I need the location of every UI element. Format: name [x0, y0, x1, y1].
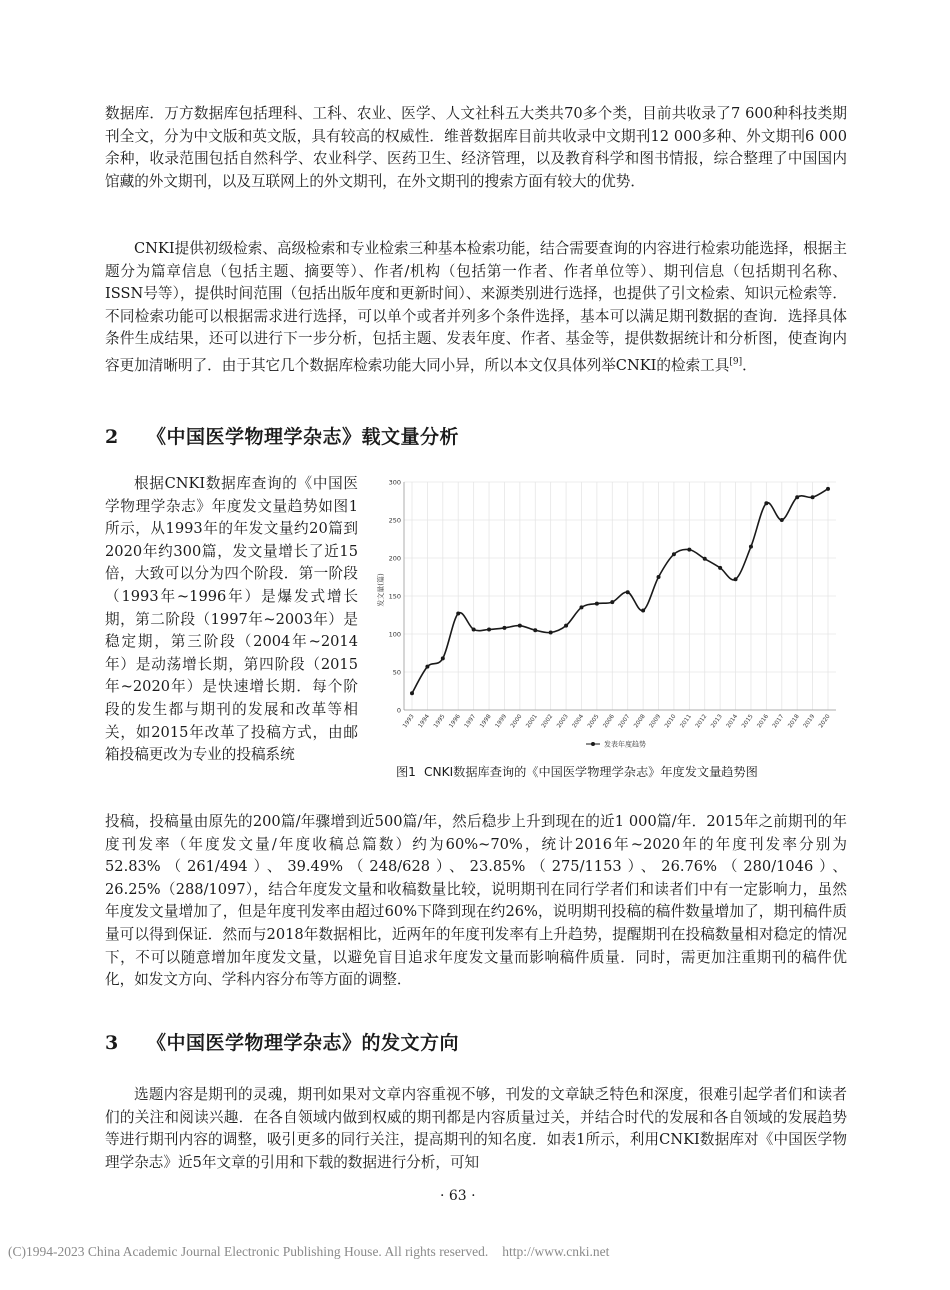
data-point [425, 665, 429, 669]
data-point [718, 566, 722, 570]
section-number: 3 [105, 1032, 119, 1054]
data-point [533, 628, 537, 632]
x-tick-label: 1994 [417, 713, 432, 730]
x-tick-label: 2011 [679, 713, 693, 730]
data-point [595, 602, 599, 606]
data-point [456, 611, 460, 615]
section-heading-2 [105, 422, 459, 449]
data-point [441, 656, 445, 660]
y-axis-label: 发文量(篇) [377, 573, 385, 607]
data-point [734, 577, 738, 581]
x-tick-label: 2014 [725, 713, 740, 730]
data-point [518, 624, 522, 628]
data-point [795, 495, 799, 499]
y-tick-label: 300 [388, 478, 401, 487]
x-tick-label: 1993 [402, 713, 416, 730]
x-tick-label: 2018 [787, 713, 801, 730]
x-tick-label: 2001 [525, 713, 539, 730]
x-tick-label: 2000 [510, 713, 524, 730]
footer-url: http://www.cnki.net [502, 1244, 610, 1259]
paragraph-publication-direction: 选题内容是期刊的灵魂，期刊如果对文章内容重视不够，刊发的文章缺乏特色和深度，很难引起学者们和读者们的关注和阅读兴趣．在各自领域内做到权威的期刊都是内容质量过关，并结合时代的发展和各自领域的发展趋势等进行期刊内容的调整，吸引更多的同行关注，提高期刊的知名度．如表1所示，利用CNKI数据库对《中国医学物理学杂志》近5年文章的引用和下载的数据进行分析，可知 [105, 1086, 847, 1171]
x-tick-label: 1998 [479, 713, 493, 730]
figure-number: 图1 [396, 765, 416, 779]
data-point [811, 495, 815, 499]
x-tick-label: 2017 [772, 713, 786, 730]
x-tick-label: 1996 [448, 713, 462, 730]
x-tick-label: 2016 [756, 713, 771, 730]
copyright-footer [8, 1244, 609, 1260]
data-point [641, 608, 645, 612]
figure-1-chart [372, 470, 850, 754]
trend-line-chart [372, 470, 850, 754]
x-tick-label: 2008 [633, 713, 647, 730]
paragraph-volume-analysis: 根据CNKI数据库查询的《中国医学物理学杂志》年度发文量趋势如图1所示，从1993年的年发文量约20篇到2020年约300篇，发文量增长了近15倍，大致可以分为四个阶段．第一阶段（1993年~1996年）是爆发式增长期，第二阶段（1997年~2003年）是稳定期，第三阶段（2004年~2014年）是动荡增长期，第四阶段（2015年~2020年）是快速增长期．每个阶段的发生都与期刊的发展和改革等相关，如2015年改革了投稿方式，由邮箱投稿更改为专业的投稿系统 [105, 475, 358, 764]
data-point [657, 575, 661, 579]
x-tick-label: 2002 [540, 713, 555, 730]
data-point [487, 627, 491, 631]
paragraph-databases: 数据库．万方数据库包括理科、工科、农业、医学、人文社科五大类共70多个类，目前共收录了7 600种科技类期刊全文，分为中文版和英文版，具有较高的权威性．维普数据库目前共收录中文期刊12 000多种、外文期刊6 000余种，收录范围包括自然科学、农业科学、医药卫生、经济管理，以及教育科学和图书情报，综合整理了中国国内馆藏的外文期刊，以及互联网上的外文期刊，在外文期刊的搜索方面有较大的优势． [105, 105, 847, 190]
paragraph-cnki-search-text: CNKI提供初级检索、高级检索和专业检索三种基本检索功能，结合需要查询的内容进行检索功能选择，根据主题分为篇章信息（包括主题、摘要等）、作者/机构（包括第一作者、作者单位等）、期刊信息（包括期刊名称、ISSN号等），提供时间范围（包括出版年度和更新时间）、来源类别进行选择，也提供了引文检索、知识元检索等．不同检索功能可以根据需求进行选择，可以单个或者并列多个条件选择，基本可以满足期刊数据的查询．选择具体条件生成结果，还可以进行下一步分析，包括主题、发表年度、作者、基金等，提供数据统计和分析图，使查询内容更加清晰明了．由于其它几个数据库检索功能大同小异，所以本文仅具体列举CNKI的检索工具 [105, 240, 847, 374]
y-tick-label: 100 [388, 630, 401, 639]
x-tick-label: 1999 [494, 713, 509, 730]
page-number: · 63 · [440, 1188, 476, 1204]
figure-caption-text: CNKI数据库查询的《中国医学物理学杂志》年度发文量趋势图 [423, 765, 758, 779]
paragraph-publication-rate: 投稿，投稿量由原先的200篇/年骤增到近500篇/年，然后稳步上升到现在的近1 000篇/年．2015年之前期刊的年度刊发率（年度发文量/年度收稿总篇数）约为60%~70%，统计2016年~2020年的年度刊发率分别为52.83%（261/494）、39.49%（248/628）、23.85%（275/1153）、26.76%（280/1046）、26.25%（288/1097），结合年度发文量和收稿数量比较，说明期刊在同行学者们和读者们中有一定影响力，虽然年度发文量增加了，但是年度刊发率由超过60%下降到现在约26%，说明期刊投稿的稿件数量增加了，期刊稿件质量可以得到保证．然而与2018年数据相比，近两年的年度刊发率有上升趋势，提醒期刊在投稿数量相对稳定的情况下，不可以随意增加年度发文量，以避免盲目追求年度发文量而影响稿件质量．同时，需更加注重期刊的稿件优化，如发文方向、学科内容分布等方面的调整． [105, 813, 847, 989]
x-tick-label: 2009 [648, 713, 663, 730]
series-line [412, 489, 828, 693]
legend-label: 发表年度趋势 [604, 740, 646, 749]
data-point [687, 548, 691, 552]
data-point [826, 487, 830, 491]
section-title: 《中国医学物理学杂志》的发文方向 [147, 1032, 460, 1054]
section-number: 2 [105, 426, 119, 448]
x-tick-label: 2015 [741, 713, 755, 730]
data-point [764, 501, 768, 505]
data-point [472, 627, 476, 631]
citation-ref: [9] [729, 356, 743, 367]
data-point [749, 545, 753, 549]
y-tick-label: 250 [388, 516, 401, 525]
section-heading-3 [105, 1028, 459, 1055]
data-point [549, 630, 553, 634]
y-tick-label: 150 [388, 592, 401, 601]
legend [586, 740, 646, 749]
x-tick-label: 2005 [587, 713, 601, 730]
x-tick-label: 2007 [617, 713, 632, 730]
x-tick-label: 1997 [463, 713, 478, 730]
y-tick-label: 200 [388, 554, 401, 563]
data-point [626, 590, 630, 594]
data-point [410, 691, 414, 695]
x-tick-label: 2010 [664, 713, 678, 730]
section-title: 《中国医学物理学杂志》载文量分析 [147, 426, 460, 448]
x-tick-label: 1995 [433, 713, 447, 730]
data-point [564, 624, 568, 628]
x-tick-label: 2006 [602, 713, 616, 730]
y-tick-label: 0 [396, 706, 401, 715]
figure-caption [396, 763, 758, 780]
x-tick-label: 2020 [818, 713, 832, 730]
copyright-text: (C)1994-2023 China Academic Journal Electronic Publishing House. All rights reserved. [8, 1244, 489, 1259]
y-tick-label: 50 [392, 668, 401, 677]
data-point [579, 605, 583, 609]
data-point [703, 557, 707, 561]
data-point [672, 552, 676, 556]
x-tick-label: 2012 [694, 713, 709, 730]
data-point [610, 600, 614, 604]
paragraph-cnki-search [105, 238, 847, 377]
data-point [502, 626, 506, 630]
x-tick-label: 2013 [710, 713, 724, 730]
x-tick-label: 2003 [556, 713, 570, 730]
paragraph-end-mark: ． [742, 356, 757, 374]
x-tick-label: 2019 [802, 713, 817, 730]
x-tick-label: 2004 [571, 713, 586, 730]
data-point [780, 518, 784, 522]
